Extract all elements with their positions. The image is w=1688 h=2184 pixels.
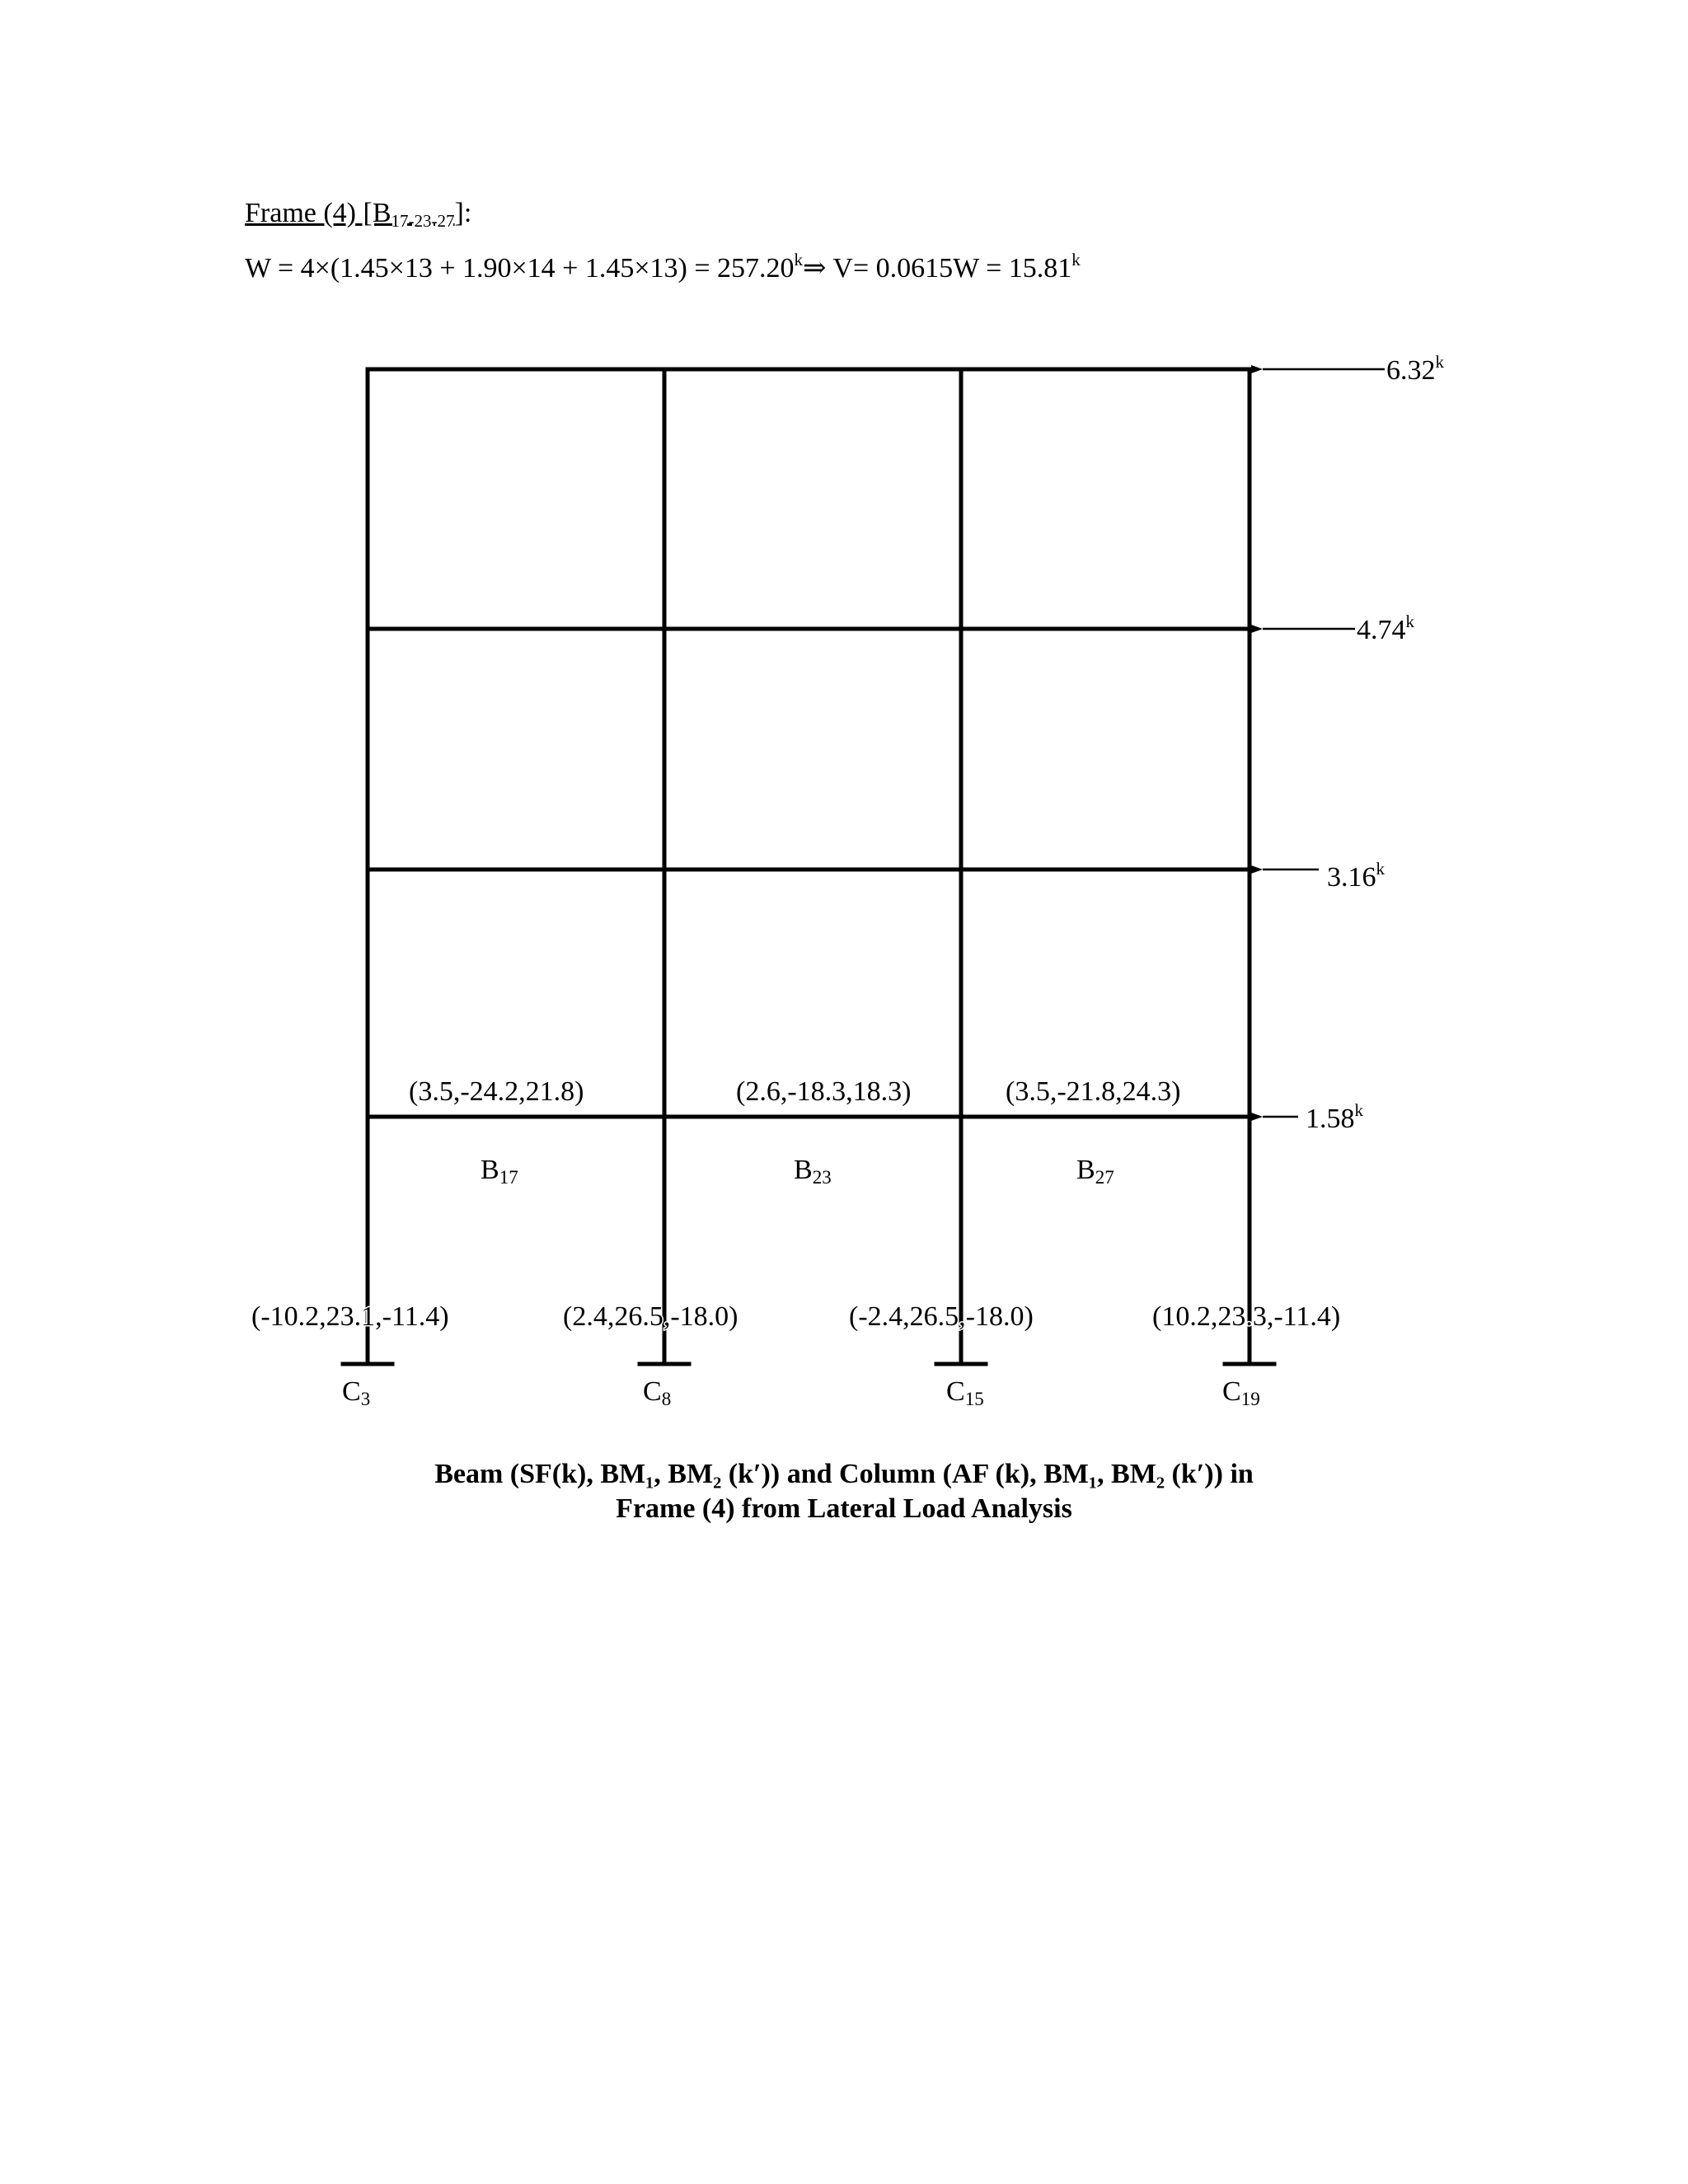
implies-arrow: ⇒ [803,253,827,284]
load-label-level-1: 1.58$^k$ [1306,1100,1363,1134]
column-forces-c19: (10.2,23.3,-11.4) [1152,1301,1341,1332]
column-label-c8: C8 [643,1376,672,1409]
column-forces-c8: (2.4,26.5,-18.0) [563,1301,738,1332]
heading-prefix: Frame (4) [B [245,198,392,228]
beam-label-b17: B17 [481,1155,518,1188]
beam-forces-b27: (3.5,-21.8,24.3) [1006,1076,1181,1107]
heading-beam-range: 17-23-27 [391,211,455,231]
column-forces-c3: (-10.2,23.1,-11.4) [251,1301,449,1332]
caption-line-1: Beam (SF(k), BM₁, BM₂ (k′)) and Column (AF (k), BM₁, BM₂ (k′)) in [434,1459,1254,1489]
load-label-roof: 6.32$^k$ [1386,352,1444,386]
v-unit: k [1071,250,1081,269]
heading-colon: : [463,198,472,228]
load-label-level-3: 4.74$^k$ [1357,612,1414,645]
beam-forces-b17: (3.5,-24.2,21.8) [409,1076,584,1107]
column-label-c19: C19 [1222,1376,1260,1409]
figure-caption [0,1457,1688,1526]
v-expression: V= 0.0615W = 15.81 [826,253,1072,284]
beam-label-b23: B23 [794,1155,832,1188]
column-label-c15: C15 [946,1376,984,1409]
column-forces-c15: (-2.4,26.5,-18.0) [849,1301,1034,1332]
beam-label-b27: B27 [1076,1155,1114,1188]
heading-close-bracket: ] [454,198,464,228]
w-unit: k [794,250,804,269]
column-label-c3: C3 [342,1376,371,1409]
load-label-level-2: 3.16$^k$ [1327,859,1385,893]
caption-line-2: Frame (4) from Lateral Load Analysis [616,1493,1072,1524]
w-expression: W = 4×(1.45×13 + 1.90×14 + 1.45×13) = 257.20 [245,253,795,284]
beam-forces-b23: (2.6,-18.3,18.3) [736,1076,912,1107]
